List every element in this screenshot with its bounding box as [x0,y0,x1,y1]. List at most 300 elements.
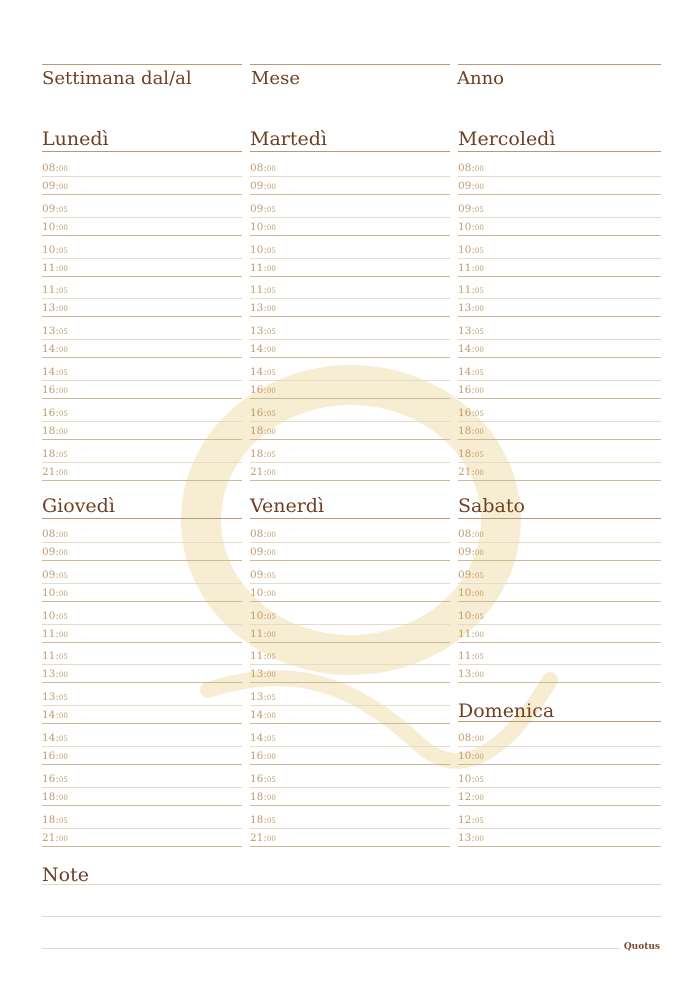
slot-start-minute: 05 [474,450,484,459]
slot-rule [250,235,450,236]
slot-rule [42,601,242,602]
slot-start-hour: 13 [42,325,56,338]
slot-rule [250,846,450,847]
slot-start-time: 18:05 [458,447,484,460]
slot-end-time: 13:00 [42,668,68,681]
slot-end-minute: 00 [58,753,68,761]
slot-start-minute: 05 [474,653,484,662]
notes-line[interactable] [42,948,620,949]
slot-rule-light [458,217,661,218]
slot-end-time: 21:00 [42,465,68,478]
time-slot[interactable] [42,769,242,810]
slot-start-hour: 16 [458,406,472,419]
slot-end-time: 11:00 [250,261,276,274]
slot-rule [250,764,450,765]
time-slot[interactable] [250,810,450,851]
slot-start-minute: 05 [266,612,276,621]
slot-start-time: 09:05 [250,568,276,581]
slot-start-hour: 18 [42,447,56,460]
slot-rule [250,194,450,195]
year-label: Anno [457,68,505,89]
slot-rule-light [42,176,242,177]
slot-rule [42,764,242,765]
time-slot[interactable] [250,240,450,281]
slot-rule-light [250,421,450,422]
slot-start-time: 10:05 [250,609,276,622]
slot-end-hour: 14 [458,343,472,356]
slot-rule-light [458,664,661,665]
slot-rule-light [42,746,242,747]
slot-end-minute: 00 [266,753,276,761]
slot-start-hour: 10 [42,609,56,622]
slot-rule-light [458,421,661,422]
slot-start-minute: 05 [474,246,484,255]
day-title: Martedì [250,128,327,150]
time-slot[interactable] [42,810,242,851]
slot-start-hour: 09 [458,202,472,215]
slot-end-time: 16:00 [42,384,68,396]
slot-rule-light [42,421,242,422]
slot-rule [458,764,661,765]
slot-end-minute: 00 [474,793,484,802]
time-slot[interactable] [458,199,661,240]
slot-end-time: 10:00 [458,586,484,599]
slot-rule-light [250,176,450,177]
time-slot[interactable] [458,240,661,281]
time-slot[interactable] [42,280,242,321]
slot-end-hour: 10 [458,220,472,233]
slot-start-minute: 05 [266,735,276,743]
slot-end-hour: 13 [458,668,472,681]
slot-end-hour: 18 [250,424,264,437]
slot-rule-light [250,828,450,829]
time-slot[interactable] [42,240,242,281]
slot-rule [42,357,242,358]
slot-start-minute: 05 [58,287,68,296]
day-title: Giovedì [42,495,115,517]
slot-end-minute: 00 [58,346,68,355]
slot-rule [250,601,450,602]
slot-start-time: 18:05 [250,447,276,460]
slot-end-time: 14:00 [42,343,68,356]
slot-start-time: 10:05 [42,243,68,256]
slot-end-minute: 00 [474,223,484,232]
slot-start-time: 14:05 [42,366,68,378]
time-slot[interactable] [250,728,450,769]
slot-end-hour: 13 [458,302,472,315]
slot-end-hour: 11 [458,627,472,640]
slot-start-hour: 10 [42,243,56,256]
time-slot[interactable] [458,606,661,647]
slot-rule [42,194,242,195]
time-slot[interactable] [250,280,450,321]
month-label: Mese [251,68,300,89]
slot-end-hour: 14 [42,709,56,722]
slot-rule-light [458,583,661,584]
time-slot[interactable] [42,606,242,647]
slot-start-time: 10:05 [250,243,276,256]
time-slot[interactable] [42,444,242,485]
time-slot[interactable] [250,362,450,403]
slot-start-time: 16:05 [250,406,276,419]
time-slot[interactable] [458,403,661,444]
slot-end-minute: 00 [58,834,68,843]
slot-start-time: 11:05 [250,650,276,663]
slot-end-hour: 10 [42,586,56,599]
slot-start-minute: 05 [58,450,68,459]
slot-rule [42,682,242,683]
slot-start-time: 18:05 [42,447,68,460]
time-slot[interactable] [458,444,661,485]
slot-end-hour: 09 [458,546,472,558]
slot-end-minute: 00 [58,712,68,721]
slot-rule-light [42,787,242,788]
day-title-rule [458,518,661,519]
slot-rule-light [42,542,242,543]
slot-end-hour: 11 [250,627,264,640]
time-slot[interactable] [250,687,450,728]
slot-start-minute: 05 [58,612,68,621]
slot-end-minute: 00 [266,793,276,802]
slot-rule [458,642,661,643]
slot-rule-light [458,542,661,543]
time-slot[interactable] [250,646,450,687]
slot-start-minute: 05 [474,205,484,214]
time-slot[interactable] [250,403,450,444]
slot-start-minute: 05 [58,775,68,784]
slot-end-minute: 00 [58,671,68,680]
slot-rule [42,805,242,806]
slot-start-hour: 11 [458,650,472,663]
slot-start-time: 11:05 [458,650,484,663]
slot-start-minute: 00 [58,531,68,539]
slot-end-hour: 11 [250,261,264,274]
slot-start-hour: 08 [42,528,56,540]
slot-end-hour: 13 [250,302,264,315]
slot-rule [458,276,661,277]
slot-rule [458,805,661,806]
slot-rule [458,846,661,847]
day-title: Domenica [458,700,555,722]
slot-end-time: 18:00 [250,424,276,437]
slot-start-time: 13:05 [250,691,276,704]
slot-end-hour: 11 [42,261,56,274]
slot-start-hour: 10 [458,609,472,622]
slot-rule [42,846,242,847]
time-slot[interactable] [42,687,242,728]
slot-end-time: 09:00 [250,546,276,558]
slot-end-minute: 00 [266,834,276,843]
slot-start-minute: 05 [266,328,276,337]
time-slot[interactable] [250,321,450,362]
slot-start-hour: 10 [458,772,472,785]
slot-start-hour: 09 [250,202,264,215]
slot-end-time: 14:00 [250,709,276,722]
time-slot[interactable] [250,158,450,199]
slot-start-minute: 05 [474,775,484,784]
slot-end-hour: 14 [250,343,264,356]
slot-rule [250,480,450,481]
time-slot[interactable] [458,158,661,199]
slot-start-minute: 05 [266,205,276,214]
slot-end-time: 10:00 [42,586,68,599]
slot-rule-light [42,217,242,218]
slot-end-hour: 11 [42,627,56,640]
slot-rule-light [42,664,242,665]
slot-start-time: 18:05 [42,813,68,826]
slot-end-minute: 00 [58,589,68,598]
slot-end-hour: 10 [458,750,472,762]
slot-rule-light [42,380,242,381]
slot-rule [250,560,450,561]
slot-start-time: 08:00 [250,162,276,174]
slot-start-time: 09:05 [250,202,276,215]
time-slot[interactable] [458,769,661,810]
time-slot[interactable] [458,321,661,362]
time-slot[interactable] [42,158,242,199]
slot-start-hour: 13 [458,325,472,338]
time-slot[interactable] [458,280,661,321]
day-title: Venerdì [250,495,325,517]
slot-end-time: 10:00 [42,220,68,233]
slot-end-minute: 00 [266,549,276,557]
time-slot[interactable] [42,646,242,687]
slot-end-time: 21:00 [458,465,484,478]
slot-start-minute: 05 [266,246,276,255]
slot-end-minute: 00 [58,630,68,639]
day-title-rule [42,518,242,519]
slot-end-minute: 00 [266,468,276,477]
slot-end-minute: 00 [474,753,484,761]
slot-start-minute: 05 [474,287,484,296]
slot-start-time: 08:00 [42,162,68,174]
slot-end-minute: 00 [474,589,484,598]
time-slot[interactable] [458,646,661,687]
slot-start-time: 08:00 [458,528,484,540]
slot-rule-light [458,298,661,299]
slot-end-hour: 09 [42,180,56,192]
slot-start-minute: 05 [266,571,276,580]
day-title-rule [42,151,242,152]
slot-rule-light [250,542,450,543]
slot-start-minute: 05 [58,694,68,703]
slot-end-time: 16:00 [250,750,276,762]
time-slot[interactable] [42,524,242,565]
slot-start-time: 16:05 [42,406,68,419]
slot-end-time: 21:00 [250,831,276,844]
time-slot[interactable] [458,524,661,565]
slot-end-time: 18:00 [42,790,68,803]
slot-start-time: 08:00 [458,162,484,174]
slot-end-time: 16:00 [458,384,484,396]
time-slot[interactable] [250,444,450,485]
slot-start-time: 13:05 [42,691,68,704]
slot-rule-light [250,380,450,381]
time-slot[interactable] [250,524,450,565]
slot-end-minute: 00 [474,183,484,191]
slot-rule-light [458,339,661,340]
slot-end-minute: 00 [266,427,276,436]
slot-rule [42,642,242,643]
notes-line[interactable] [42,884,661,885]
slot-start-time: 12:05 [458,813,484,826]
slot-start-time: 09:05 [42,568,68,581]
slot-end-time: 11:00 [42,261,68,274]
slot-rule [42,316,242,317]
slot-start-hour: 18 [250,813,264,826]
slot-start-minute: 05 [58,735,68,743]
slot-start-time: 16:05 [458,406,484,419]
slot-end-hour: 18 [42,790,56,803]
slot-end-hour: 18 [42,424,56,437]
slot-end-hour: 12 [458,790,472,803]
slot-start-minute: 00 [266,165,276,173]
slot-end-time: 09:00 [42,180,68,192]
slot-start-hour: 08 [458,732,472,744]
slot-end-minute: 00 [474,346,484,355]
slot-start-time: 10:05 [458,772,484,785]
notes-line[interactable] [42,916,661,917]
slot-end-hour: 10 [250,586,264,599]
slot-start-minute: 05 [58,816,68,825]
time-slot[interactable] [250,769,450,810]
slot-rule-light [42,583,242,584]
slot-end-minute: 00 [58,223,68,232]
slot-end-hour: 10 [458,586,472,599]
time-slot[interactable] [42,199,242,240]
slot-end-hour: 13 [42,668,56,681]
time-slot[interactable] [250,565,450,606]
slot-rule-light [458,176,661,177]
slot-rule [458,601,661,602]
day-title-rule [250,151,450,152]
slot-rule-light [458,787,661,788]
slot-start-hour: 09 [458,568,472,581]
slot-start-minute: 05 [266,287,276,296]
slot-rule-light [42,339,242,340]
slot-rule-light [458,828,661,829]
slot-start-minute: 05 [58,369,68,377]
slot-end-hour: 09 [458,180,472,192]
slot-start-time: 09:05 [42,202,68,215]
slot-start-time: 08:00 [458,732,484,744]
slot-end-minute: 00 [474,549,484,557]
slot-start-minute: 05 [58,205,68,214]
slot-start-hour: 11 [458,284,472,297]
slot-end-hour: 11 [458,261,472,274]
slot-end-minute: 00 [474,630,484,639]
slot-end-minute: 00 [58,427,68,436]
slot-rule [42,723,242,724]
slot-end-time: 10:00 [458,220,484,233]
slot-end-hour: 16 [458,384,472,396]
time-slot[interactable] [42,321,242,362]
slot-end-minute: 00 [58,549,68,557]
slot-start-hour: 12 [458,813,472,826]
slot-start-hour: 08 [458,528,472,540]
slot-end-minute: 00 [474,264,484,273]
time-slot[interactable] [42,362,242,403]
slot-end-time: 11:00 [458,627,484,640]
slot-end-time: 09:00 [250,180,276,192]
notes-title: Note [42,864,89,886]
slot-start-hour: 14 [458,366,472,378]
slot-start-hour: 11 [42,650,56,663]
slot-end-hour: 13 [250,668,264,681]
slot-end-minute: 00 [266,387,276,395]
slot-start-minute: 05 [474,571,484,580]
slot-start-hour: 16 [250,772,264,785]
slot-start-hour: 09 [250,568,264,581]
slot-end-hour: 13 [42,302,56,315]
slot-start-minute: 05 [474,612,484,621]
slot-start-hour: 09 [42,202,56,215]
slot-start-hour: 16 [42,406,56,419]
slot-start-hour: 08 [250,162,264,174]
slot-start-hour: 08 [250,528,264,540]
slot-end-time: 11:00 [250,627,276,640]
slot-end-time: 10:00 [458,750,484,762]
slot-start-minute: 00 [474,735,484,743]
slot-end-minute: 00 [266,671,276,680]
time-slot[interactable] [42,565,242,606]
slot-end-hour: 21 [458,465,472,478]
time-slot[interactable] [458,810,661,851]
time-slot[interactable] [42,403,242,444]
slot-start-time: 14:05 [458,366,484,378]
slot-rule-light [458,380,661,381]
time-slot[interactable] [458,728,661,769]
slot-end-hour: 13 [458,831,472,844]
slot-rule-light [42,258,242,259]
slot-start-time: 14:05 [42,732,68,744]
time-slot[interactable] [42,728,242,769]
slot-end-minute: 00 [58,183,68,191]
slot-end-hour: 18 [250,790,264,803]
slot-end-hour: 21 [42,831,56,844]
time-slot[interactable] [458,362,661,403]
slot-rule-light [42,828,242,829]
slot-rule [250,276,450,277]
slot-start-minute: 05 [474,328,484,337]
slot-end-time: 11:00 [42,627,68,640]
slot-end-time: 21:00 [250,465,276,478]
slot-end-time: 11:00 [458,261,484,274]
slot-start-hour: 13 [250,691,264,704]
slot-rule [458,480,661,481]
time-slot[interactable] [250,199,450,240]
slot-start-minute: 05 [266,694,276,703]
slot-rule-light [250,339,450,340]
slot-start-time: 11:05 [42,284,68,297]
slot-start-time: 09:05 [458,202,484,215]
slot-end-time: 09:00 [458,546,484,558]
time-slot[interactable] [458,565,661,606]
time-slot[interactable] [250,606,450,647]
slot-end-time: 21:00 [42,831,68,844]
slot-start-hour: 13 [250,325,264,338]
slot-end-time: 13:00 [458,668,484,681]
slot-end-hour: 14 [250,709,264,722]
slot-end-minute: 00 [266,305,276,314]
slot-end-hour: 16 [42,750,56,762]
slot-rule-light [42,705,242,706]
slot-end-hour: 16 [42,384,56,396]
slot-end-minute: 00 [266,346,276,355]
slot-start-hour: 10 [458,243,472,256]
slot-start-minute: 00 [474,165,484,173]
slot-end-minute: 00 [266,223,276,232]
